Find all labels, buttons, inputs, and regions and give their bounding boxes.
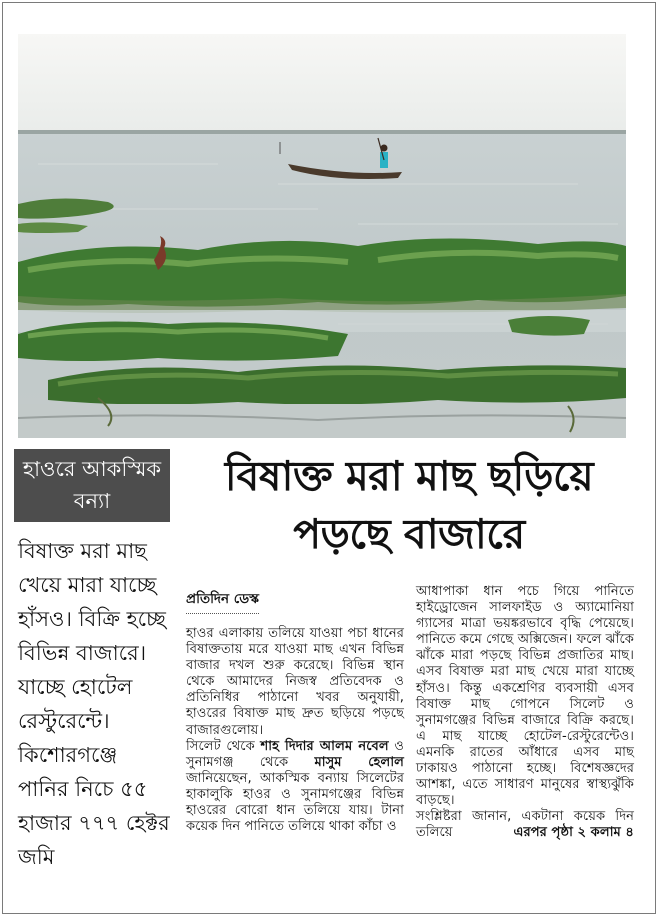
- flooded-haor-photo: [18, 34, 626, 438]
- text-segment: সিলেট থেকে: [186, 738, 261, 754]
- article-column-1: [186, 626, 404, 835]
- section-kicker: হাওরে আকস্মিক বন্যা: [14, 449, 170, 522]
- text-segment: সংশ্লিষ্টরা জানান, একটানা কয়েক দিন তলিয়ে: [416, 809, 634, 841]
- reporter-name: শাহ দিদার আলম নবেল: [260, 738, 389, 754]
- continuation-jump: এরপর পৃষ্ঠা ২ কলাম ৪: [513, 825, 634, 841]
- paragraph: আধাপাকা ধান পচে গিয়ে পানিতে হাইড্রোজেন সালফাইড ও অ্যামোনিয়া গ্যাসের মাত্রা ভয়ঙ্করভাবে বৃদ্ধি পেয়েছে। পানিতে কমে গেছে অক্সিজেন। ফলে ঝাঁকে ঝাঁকে মারা পড়ছে বিভিন্ন প্রজাতির মাছ। এসব বিষাক্ত মরা মাছ খেয়ে মারা যাচ্ছে হাঁসও। কিন্তু একশ্রেণির ব্যবসায়ী এসব বিষাক্ত মাছ গোপনে সিলেট ও সুনামগঞ্জের বিভিন্ন বাজারে বিক্রি করছে। এ মাছ যাচ্ছে হোটেল-রেস্টুরেন্টেও। এমনকি রাতের আঁধারে এসব মাছ ঢাকায়ও পাঠানো হচ্ছে। বিশেষজ্ঞদের আশঙ্কা, এতে সাধারণ মানুষের স্বাস্থ্যঝুঁকি বাড়ছে।: [416, 584, 634, 809]
- byline: প্রতিদিন ডেস্ক: [186, 588, 259, 614]
- sidebar-summary: বিষাক্ত মরা মাছ খেয়ে মারা যাচ্ছে হাঁসও। বিক্রি হচ্ছে বিভিন্ন বাজারে। যাচ্ছে হোটেল রেস্টুরেন্টে। কিশোরগঞ্জে পানির নিচে ৫৫ হাজার ৭৭৭ হেক্টর জমি: [18, 539, 170, 869]
- text-segment: জানিয়েছেন, আকস্মিক বন্যায় সিলেটের হাকালুকি হাওর ও সুনামগঞ্জের বিভিন্ন হাওরের বোরো ধান তলিয়ে যায়। টানা কয়েক দিন পানিতে তলিয়ে থাকা কাঁচা ও: [186, 770, 404, 835]
- paragraph: [186, 739, 404, 836]
- paragraph: হাওর এলাকায় তলিয়ে যাওয়া পচা ধানের বিষাক্ততায় মরে যাওয়া মাছ এখন বিভিন্ন বাজার দখল শুরু করেছে। বিভিন্ন স্থান থেকে আমাদের নিজস্ব প্রতিবেদক ও প্রতিনিধির পাঠানো খবর অনুযায়ী, হাওরের বিষাক্ত মাছ দ্রুত ছড়িয়ে পড়ছে বাজারগুলোয়।: [186, 626, 404, 738]
- article-column-2: [416, 584, 634, 842]
- paragraph: [416, 809, 634, 841]
- headline: বিষাক্ত মরা মাছ ছড়িয়ে পড়ছে বাজারে: [224, 452, 594, 558]
- reporter-name: মাসুম হেলাল: [314, 754, 404, 770]
- text-segment: ও সুনামগঞ্জ থেকে: [186, 738, 404, 770]
